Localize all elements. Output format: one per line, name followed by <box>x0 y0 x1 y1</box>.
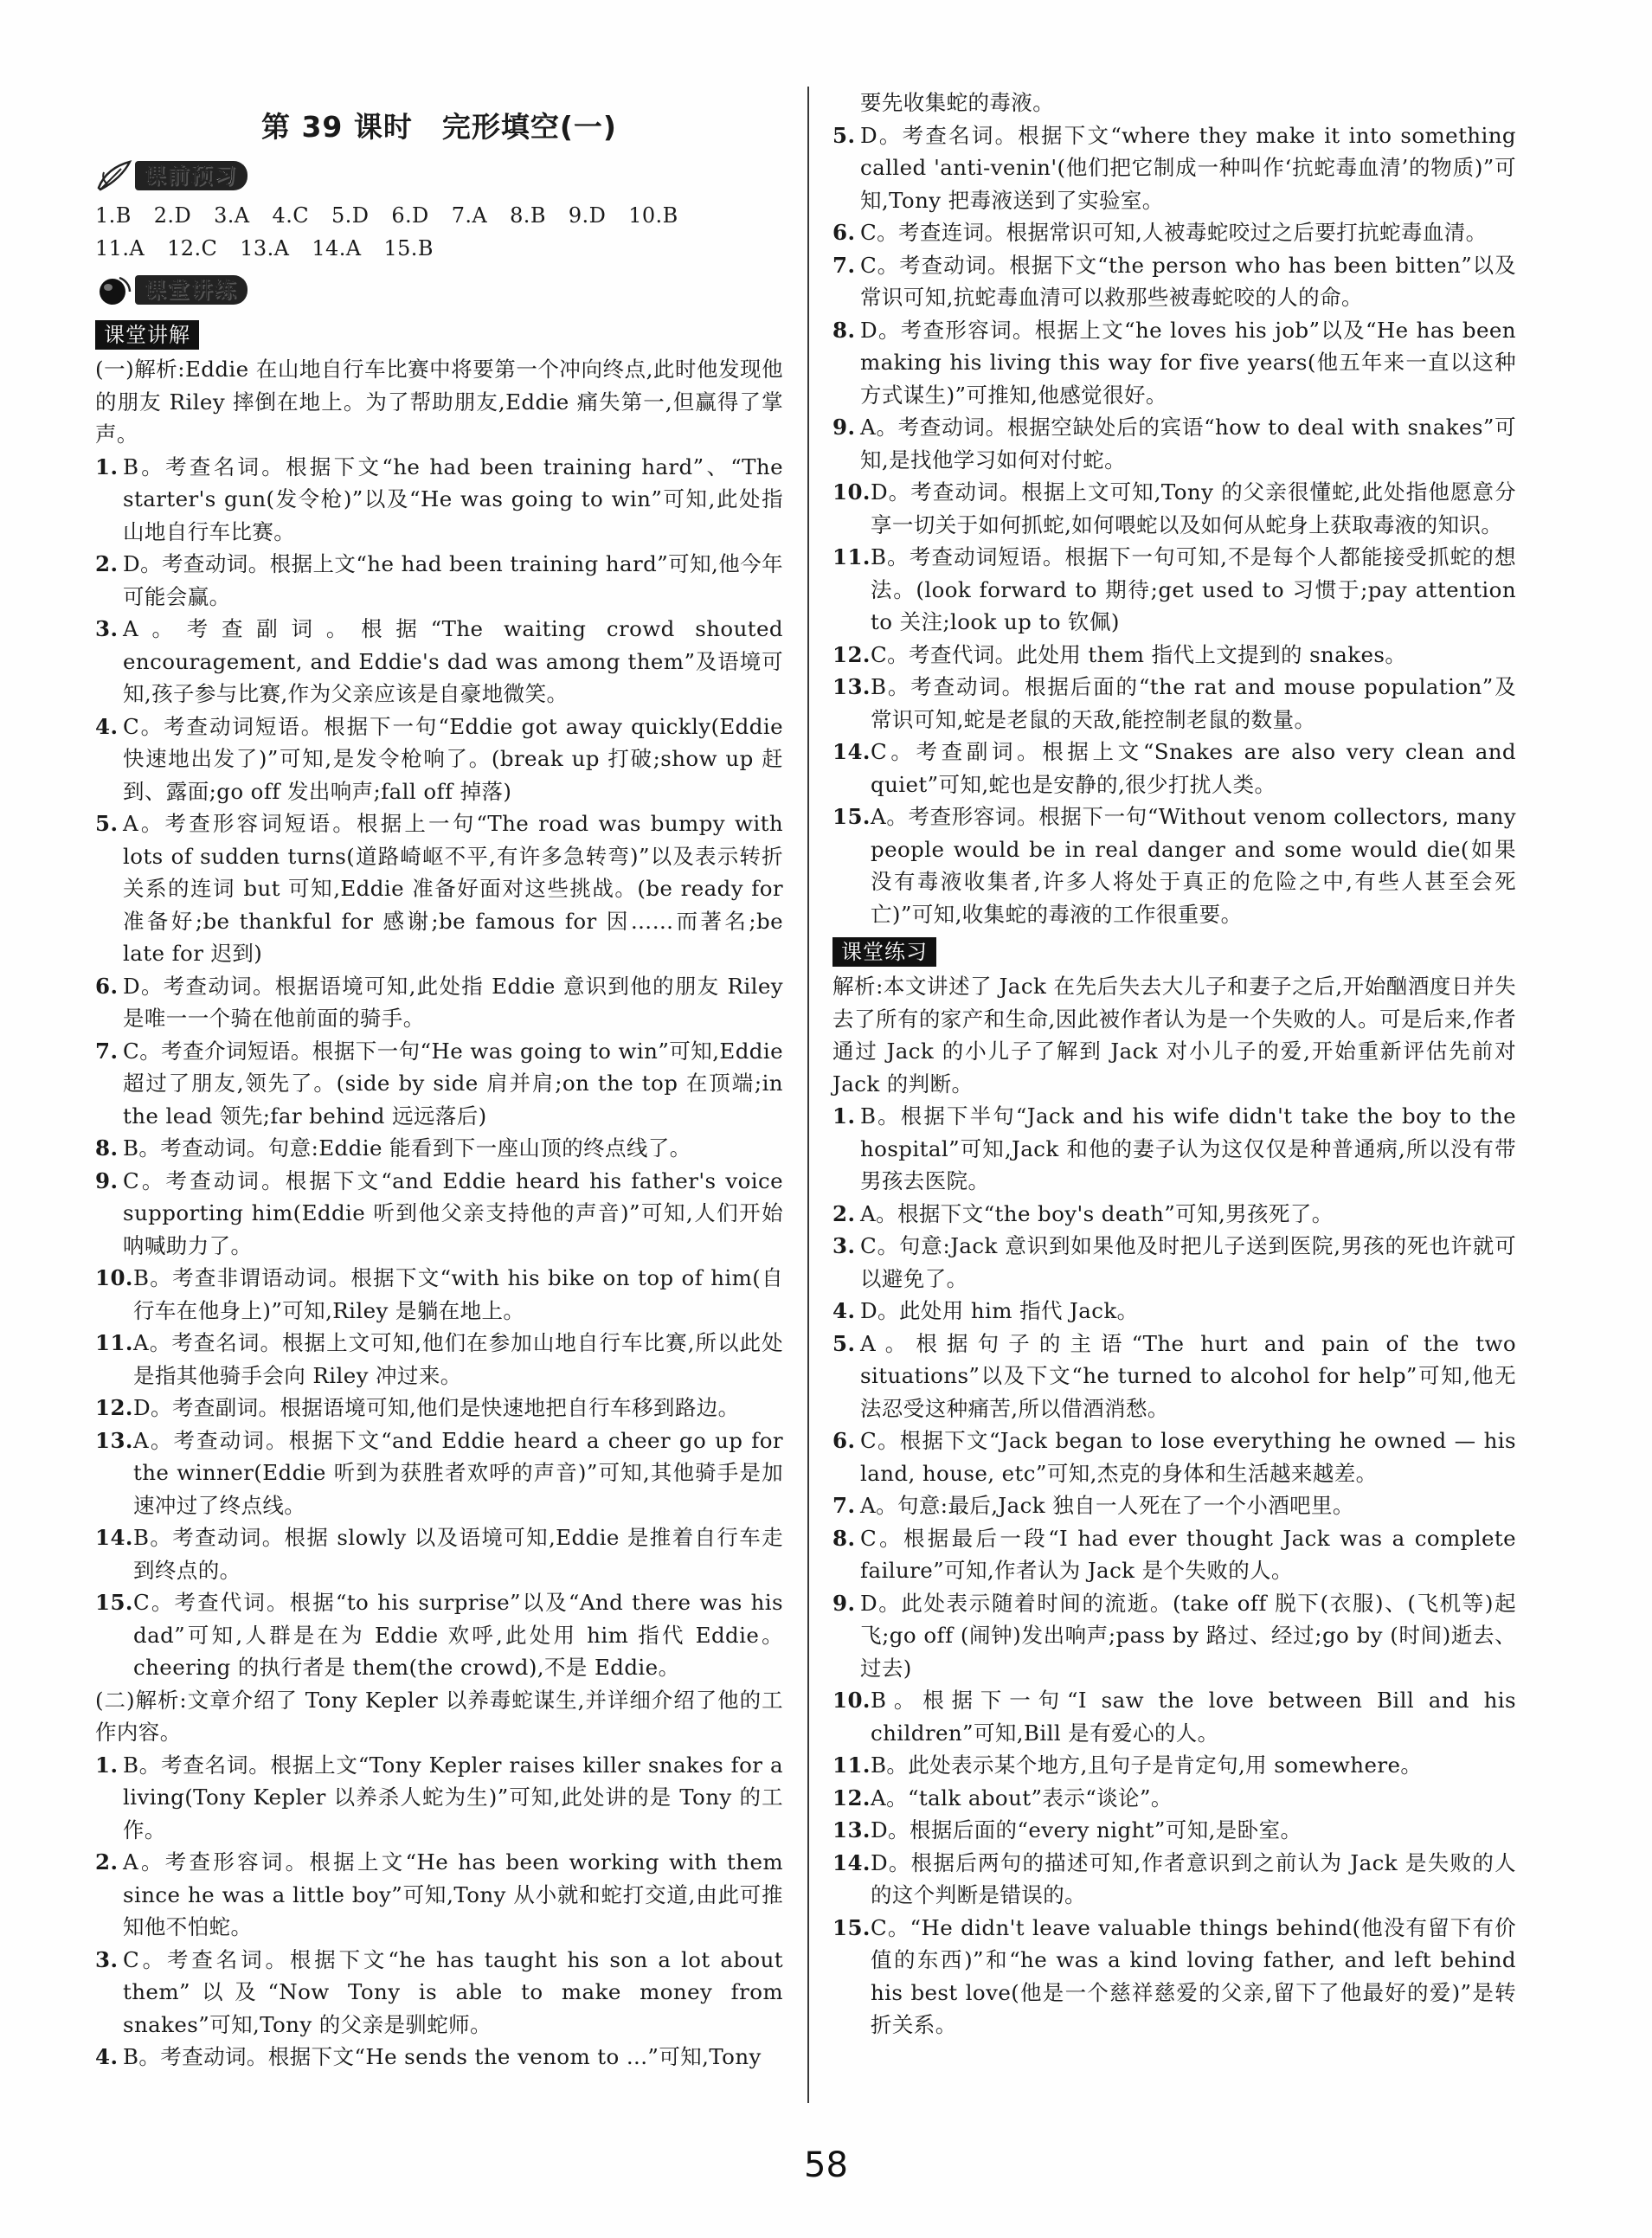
item-number: 4. <box>832 1298 856 1323</box>
item-text: D。考查动词。根据上文“he had been training hard”可知,他今年可能会赢。 <box>123 551 783 609</box>
answer-explanation-item <box>95 1327 783 1392</box>
item-number: 3. <box>832 1233 856 1258</box>
answer-explanation-item <box>832 801 1516 930</box>
part2-items-left <box>95 1749 783 2074</box>
item-text: B。考查名词。根据下文“he had been training hard”、“The starter's gun(发令枪)”以及“He was going to win”可知,此处指山地自行车比赛。 <box>123 453 783 544</box>
item-number: 11. <box>95 1330 133 1355</box>
answer-item: 3.A <box>214 203 250 228</box>
leaf-pen-icon <box>95 158 133 193</box>
item-number: 8. <box>95 1135 119 1161</box>
answer-item: 13.A <box>240 236 290 260</box>
answer-item: 14.A <box>312 236 362 260</box>
answer-item: 4.C <box>272 203 309 228</box>
item-number: 2. <box>832 1200 856 1226</box>
answer-explanation-item <box>95 1521 783 1586</box>
item-text: D。考查名词。根据下文“where they make it into something called 'anti-venin'(他们把它制成一种叫作‘抗蛇毒血清’的物质)”可知,Tony 把毒液送到了实验室。 <box>860 122 1516 213</box>
continuation-text: 要先收集蛇的毒液。 <box>860 90 1055 115</box>
answer-explanation-item <box>832 216 1516 249</box>
item-text: C。考查代词。根据“to his surprise”以及“And there was his dad”可知,人群是在为 Eddie 欢呼,此处用 him 指代 Eddie。cheering 的执行者是 them(the crowd),不是 Eddie。 <box>133 1590 783 1680</box>
answer-explanation-item <box>832 671 1516 736</box>
item-text: D。此处表示随着时间的流逝。(take off 脱下(衣服)、(飞机等)起飞;go off (闹钟)发出响声;pass by 路过、经过;go by (时间)逝去、过去) <box>860 1590 1516 1681</box>
answer-explanation-item <box>832 1847 1516 1912</box>
item-number: 13. <box>832 674 871 699</box>
item-text: C。考查连词。根据常识可知,人被毒蛇咬过之后要打抗蛇毒血清。 <box>860 220 1488 245</box>
answer-item: 9.D <box>568 203 607 228</box>
item-text: C。考查副词。根据上文“Snakes are also very clean and quiet”可知,蛇也是安静的,很少打扰人类。 <box>871 739 1516 797</box>
answer-explanation-item <box>832 1782 1516 1815</box>
column-divider <box>807 87 809 2103</box>
item-text: B。考查动词。根据 slowly 以及语境可知,Eddie 是推着自行车走到终点的。 <box>133 1525 783 1583</box>
item-number: 10. <box>832 479 871 505</box>
item-text: C。“He didn't leave valuable things behind(他没有留下有价值的东西)”和“he was a kind loving father, and left behind his best love(他是一个慈祥慈爱的父亲,留下了他最好的爱)”是转折关系。 <box>871 1914 1516 2037</box>
answer-explanation-item <box>832 736 1516 801</box>
answer-item: 1.B <box>95 203 132 228</box>
item-text: B。考查动词短语。根据下一句可知,不是每个人都能接受抓蛇的想法。(look forward to 期待;get used to 习惯于;pay attention to 关注;look up to 钦佩) <box>871 544 1516 634</box>
item-number: 13. <box>832 1817 871 1842</box>
item-text: B。根据下一句“I saw the love between Bill and his children”可知,Bill 是有爱心的人。 <box>871 1688 1516 1746</box>
preview-banner <box>95 156 783 196</box>
item-number: 1. <box>95 453 119 479</box>
lecture-tag: 课堂讲解 <box>95 320 199 350</box>
answer-explanation-item <box>832 1814 1516 1847</box>
item-text: B。考查非谓语动词。根据下文“with his bike on top of him(自行车在他身上)”可知,Riley 是躺在地上。 <box>133 1265 783 1323</box>
item-text: A。“talk about”表示“谈论”。 <box>871 1785 1173 1810</box>
answer-explanation-item <box>95 1586 783 1684</box>
item-number: 9. <box>95 1167 119 1193</box>
item-number: 15. <box>832 1914 871 1940</box>
answer-explanation-item <box>832 476 1516 541</box>
item-number: 9. <box>832 1590 856 1616</box>
answer-explanation-item <box>832 1100 1516 1198</box>
item-number: 12. <box>832 1785 871 1810</box>
item-text: A。考查动词。根据下文“and Eddie heard a cheer go up for the winner(Eddie 听到为获胜者欢呼的声音)”可知,其他骑手是加速冲过了终点线。 <box>133 1427 783 1518</box>
answer-explanation-item <box>832 1749 1516 1782</box>
answer-explanation-item <box>832 249 1516 314</box>
answer-explanation-item <box>832 119 1516 217</box>
item-text: A。考查形容词短语。根据上一句“The road was bumpy with lots of sudden turns(道路崎岖不平,有许多急转弯)”以及表示转折关系的连词 but 可知,Eddie 准备好面对这些挑战。(be ready for 准备好;be thankful for 感谢;be famous for 因……而著名;be late for 迟到) <box>123 811 783 966</box>
answer-explanation-item <box>95 451 783 549</box>
answer-explanation-item <box>95 711 783 808</box>
item-number: 4. <box>95 2044 119 2069</box>
answer-explanation-item <box>95 970 783 1035</box>
item-number: 7. <box>832 1493 856 1518</box>
item-text: D。考查动词。根据语境可知,此处指 Eddie 意识到他的朋友 Riley 是唯一一个骑在他前面的骑手。 <box>123 973 783 1031</box>
item-text: B。考查动词。根据下文“He sends the venom to ...”可知,Tony <box>123 2044 762 2069</box>
answer-item: 10.B <box>628 203 678 228</box>
answer-explanation-item <box>95 1392 783 1424</box>
answer-explanation-item <box>832 1587 1516 1685</box>
answer-explanation-item <box>832 411 1516 476</box>
answer-explanation-item <box>95 807 783 970</box>
answer-item: 2.D <box>153 203 192 228</box>
answer-item: 15.B <box>383 236 434 260</box>
answer-explanation-item <box>95 1035 783 1133</box>
answer-explanation-item <box>832 1522 1516 1587</box>
item-text: D。根据后面的“every night”可知,是卧室。 <box>871 1817 1302 1842</box>
part1-analysis: (一)解析:Eddie 在山地自行车比赛中将要第一个冲向终点,此时他发现他的朋友 Riley 摔倒在地上。为了帮助朋友,Eddie 痛失第一,但赢得了掌声。 <box>95 357 783 447</box>
item-text: C。考查动词。根据下文“the person who has been bitten”以及常识可知,抗蛇毒血清可以救那些被毒蛇咬的人的命。 <box>860 252 1516 310</box>
answer-item: 5.D <box>331 203 370 228</box>
item-number: 12. <box>832 641 871 667</box>
part2-analysis: (二)解析:文章介绍了 Tony Kepler 以养毒蛇谋生,并详细介绍了他的工作内容。 <box>95 1687 783 1745</box>
answer-explanation-item <box>95 1165 783 1263</box>
item-text: A。考查副词。根据“The waiting crowd shouted encouragement, and Eddie's dad was among them”及语境可知,孩子参与比赛,作为父亲应该是自豪地微笑。 <box>123 616 783 706</box>
item-number: 12. <box>95 1395 133 1420</box>
item-number: 10. <box>95 1265 133 1290</box>
class-banner <box>95 270 783 310</box>
item-number: 5. <box>832 122 856 148</box>
item-number: 11. <box>832 544 871 569</box>
item-number: 2. <box>95 1849 119 1875</box>
answer-item: 6.D <box>391 203 429 228</box>
item-number: 7. <box>95 1038 119 1064</box>
item-number: 7. <box>832 252 856 278</box>
answer-explanation-item <box>832 639 1516 672</box>
answer-explanation-item <box>95 1749 783 1847</box>
part2-items-right <box>832 119 1516 931</box>
item-text: D。考查副词。根据语境可知,他们是快速地把自行车移到路边。 <box>133 1395 740 1420</box>
answer-item: 8.B <box>510 203 546 228</box>
answer-item: 12.C <box>167 236 218 260</box>
item-text: C。句意:Jack 意识到如果他及时把儿子送到医院,男孩的死也许就可以避免了。 <box>860 1233 1516 1291</box>
part2-continuation <box>832 87 1516 119</box>
item-text: D。考查动词。根据上文可知,Tony 的父亲很懂蛇,此处指他愿意分享一切关于如何抓蛇,如何喂蛇以及如何从蛇身上获取毒液的知识。 <box>871 479 1516 537</box>
item-text: A。考查名词。根据上文可知,他们在参加山地自行车比赛,所以此处是指其他骑手会向 Riley 冲过来。 <box>133 1330 783 1388</box>
item-number: 5. <box>832 1330 856 1356</box>
right-column <box>832 87 1516 2042</box>
answer-explanation-item <box>832 541 1516 639</box>
answer-explanation-item <box>832 1489 1516 1522</box>
item-number: 3. <box>95 616 119 641</box>
part1-items <box>95 451 783 1684</box>
item-number: 13. <box>95 1427 133 1453</box>
item-text: C。考查名词。根据下文“he has taught his son a lot about them”以及“Now Tony is able to make money from snakes”可知,Tony 的父亲是驯蛇师。 <box>123 1946 783 2037</box>
class-banner-label: 课堂讲练 <box>135 275 247 305</box>
part3-analysis: 解析:本文讲述了 Jack 在先后失去大儿子和妻子之后,开始酗酒度日并失去了所有的家产和生命,因此被作者认为是一个失败的人。可是后来,作者通过 Jack 的小儿子了解到 Jack 对小儿子的爱,开始重新评估先前对 Jack 的判断。 <box>832 974 1516 1096</box>
item-text: D。考查形容词。根据上文“he loves his job”以及“He has been making his living this way for five years(他五年来一直以这种方式谋生)”可推知,他感觉很好。 <box>860 317 1516 408</box>
item-text: C。根据最后一段“I had ever thought Jack was a complete failure”可知,作者认为 Jack 是个失败的人。 <box>860 1525 1516 1583</box>
answer-explanation-item <box>832 1328 1516 1425</box>
answer-explanation-item <box>832 1230 1516 1295</box>
item-text: B。考查动词。根据后面的“the rat and mouse population”及常识可知,蛇是老鼠的天敌,能控制老鼠的数量。 <box>871 674 1516 732</box>
answer-explanation-item <box>95 1132 783 1165</box>
item-number: 6. <box>95 973 119 999</box>
answer-explanation-item <box>832 1912 1516 2042</box>
practice-tag: 课堂练习 <box>832 937 936 967</box>
preview-banner-label: 课前预习 <box>135 161 247 190</box>
item-text: C。根据下文“Jack began to lose everything he owned — his land, house, etc”可知,杰克的身体和生活越来越差。 <box>860 1428 1516 1486</box>
answer-explanation-item <box>832 1198 1516 1231</box>
item-number: 8. <box>832 1525 856 1551</box>
item-text: A。考查动词。根据空缺处后的宾语“how to deal with snakes”可知,是找他学习如何对付蛇。 <box>860 415 1516 473</box>
item-number: 15. <box>95 1590 133 1615</box>
item-text: B。考查动词。句意:Eddie 能看到下一座山顶的终点线了。 <box>123 1135 691 1161</box>
item-number: 14. <box>832 739 871 764</box>
item-text: B。此处表示某个地方,且句子是肯定句,用 somewhere。 <box>871 1752 1423 1778</box>
item-number: 6. <box>832 220 856 245</box>
item-text: C。考查动词。根据下文“and Eddie heard his father's voice supporting him(Eddie 听到他父亲支持他的声音)”可知,人们开始呐喊助力了。 <box>123 1167 783 1258</box>
answer-explanation-item <box>95 1262 783 1327</box>
answer-explanation-item <box>95 1424 783 1522</box>
item-number: 1. <box>95 1752 119 1778</box>
left-column <box>95 87 783 2074</box>
item-number: 5. <box>95 811 119 836</box>
answer-explanation-item <box>832 1684 1516 1749</box>
item-number: 8. <box>832 317 856 343</box>
item-number: 9. <box>832 415 856 440</box>
answer-explanation-item <box>95 2041 783 2074</box>
item-text: D。根据后两句的描述可知,作者意识到之前认为 Jack 是失败的人的这个判断是错误的。 <box>871 1849 1516 1907</box>
answer-explanation-item <box>832 1424 1516 1489</box>
part3-items <box>832 1100 1516 2042</box>
item-number: 10. <box>832 1688 871 1713</box>
item-number: 11. <box>832 1752 871 1778</box>
answer-explanation-item <box>95 1944 783 2042</box>
item-text: C。考查动词短语。根据下一句“Eddie got away quickly(Eddie 快速地出发了)”可知,是发令枪响了。(break up 打破;show up 赶到、露面;go off 发出响声;fall off 掉落) <box>123 713 783 804</box>
item-number: 3. <box>95 1946 119 1972</box>
item-text: D。此处用 him 指代 Jack。 <box>860 1298 1139 1323</box>
answer-item: 7.A <box>451 203 488 228</box>
item-number: 2. <box>95 551 119 576</box>
answer-explanation-item <box>95 613 783 711</box>
item-text: A。考查形容词。根据下一句“Without venom collectors, many people would be in real danger and some would die(如果没有毒液收集者,许多人将处于真正的危险之中,有些人甚至会死亡)”可知,收集蛇的毒液的工作很重要。 <box>871 804 1516 927</box>
answer-key <box>95 199 783 265</box>
answer-explanation-item <box>832 314 1516 412</box>
answer-item: 11.A <box>95 236 145 260</box>
answer-explanation-item <box>95 548 783 613</box>
item-number: 6. <box>832 1428 856 1453</box>
item-text: A。句意:最后,Jack 独自一人死在了一个小酒吧里。 <box>860 1493 1354 1518</box>
item-number: 14. <box>95 1525 133 1550</box>
item-text: C。考查介词短语。根据下一句“He was going to win”可知,Eddie 超过了朋友,领先了。(side by side 肩并肩;on the top 在顶端;in the lead 领先;far behind 远远落后) <box>123 1038 783 1129</box>
item-text: B。考查名词。根据上文“Tony Kepler raises killer snakes for a living(Tony Kepler 以养杀人蛇为生)”可知,此处讲的是 Tony 的工作。 <box>123 1752 783 1842</box>
answer-explanation-item <box>95 1846 783 1944</box>
page-number: 58 <box>804 2145 848 2185</box>
item-number: 4. <box>95 713 119 739</box>
page-title: 第 39 课时 完形填空(一) <box>260 110 618 144</box>
item-text: B。根据下半句“Jack and his wife didn't take the boy to the hospital”可知,Jack 和他的妻子认为这仅仅是种普通病,所以没有带男孩去医院。 <box>860 1103 1516 1193</box>
item-number: 14. <box>832 1849 871 1875</box>
item-text: A。考查形容词。根据上文“He has been working with them since he was a little boy”可知,Tony 从小就和蛇打交道,由此可推知他不怕蛇。 <box>123 1849 783 1939</box>
item-text: A。根据句子的主语“The hurt and pain of the two situations”以及下文“he turned to alcohol for help”可知,他无法忍受这种痛苦,所以借酒消愁。 <box>860 1330 1516 1421</box>
globe-icon <box>95 273 133 307</box>
item-number: 1. <box>832 1103 856 1129</box>
item-number: 15. <box>832 804 871 829</box>
item-text: C。考查代词。此处用 them 指代上文提到的 snakes。 <box>871 641 1407 667</box>
item-text: A。根据下文“the boy's death”可知,男孩死了。 <box>860 1200 1334 1226</box>
answer-explanation-item <box>832 1295 1516 1328</box>
